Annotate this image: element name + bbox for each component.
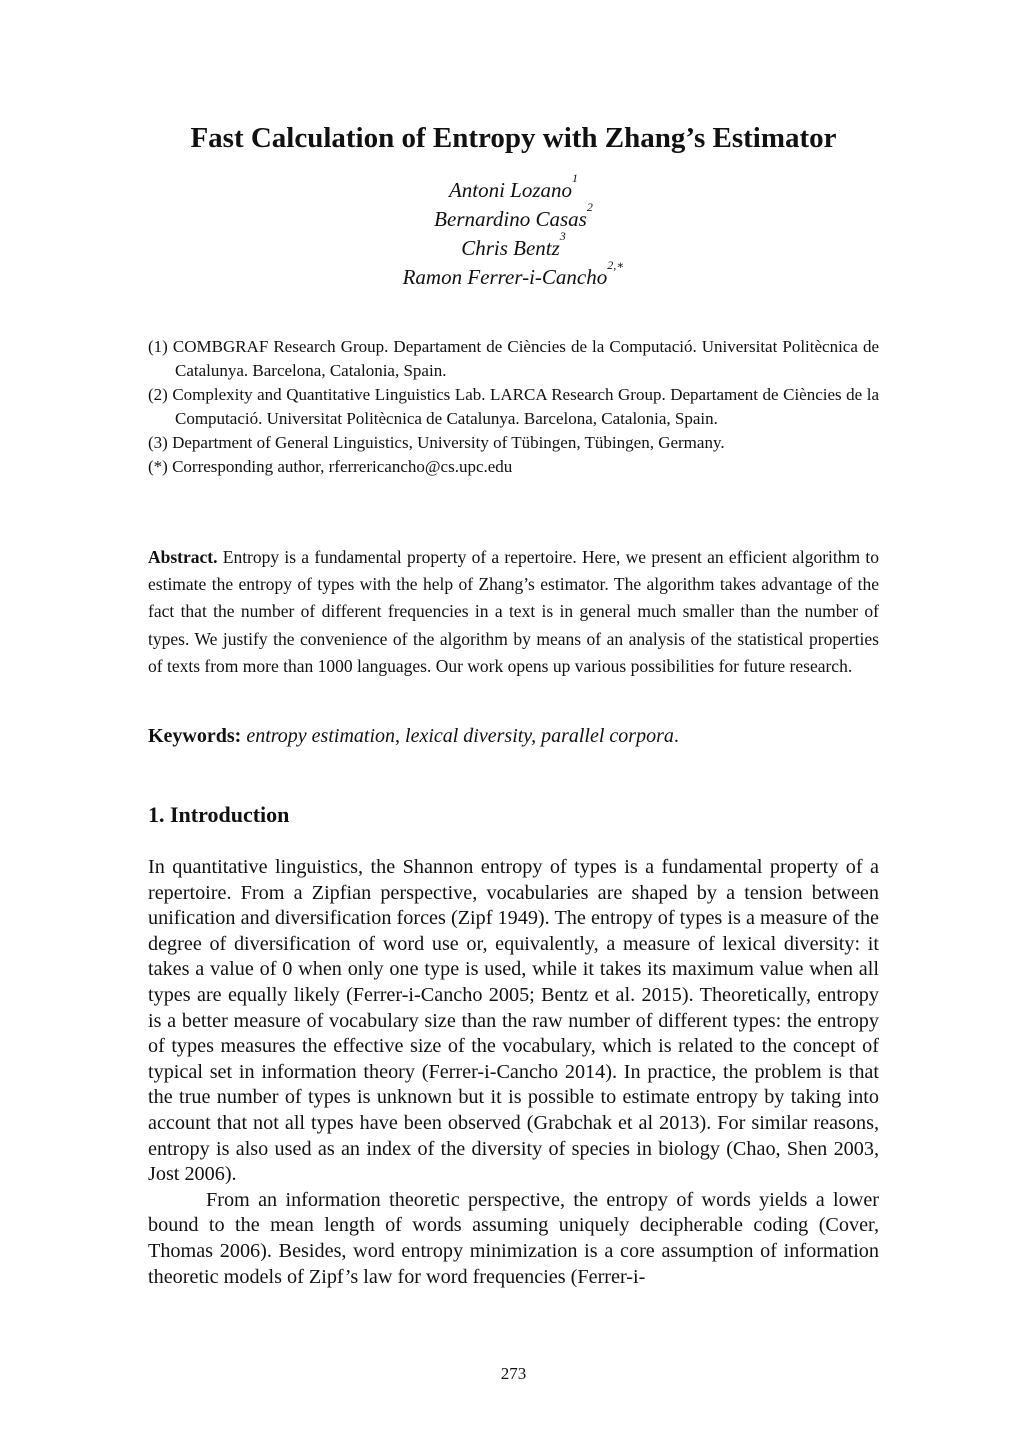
author	[148, 200, 879, 234]
keywords-text: entropy estimation, lexical diversity, parallel corpora	[246, 725, 674, 747]
keywords-end: .	[673, 725, 679, 747]
page-number: 273	[500, 1364, 527, 1383]
body-paragraph: From an information theoretic perspective, the entropy of words yields a lower bound to the mean length of words assuming uniquely decipherable coding (Cover, Thomas 2006). Besides, word entropy minimization is a core assumption of information theoretic models of Zipf’s law for word frequencies (Ferrer-i-	[148, 1188, 879, 1288]
abstract	[148, 544, 879, 680]
keywords-label: Keywords:	[148, 725, 242, 747]
abstract-text: Entropy is a fundamental property of a repertoire. Here, we present an efficient algorithm to estimate the entropy of types with the help of Zhang’s estimator. The algorithm takes advantage of the fact that the number of different frequencies in a text is in general much smaller than the number of types. We justify the convenience of the algorithm by means of an analysis of the statistical properties of texts from more than 1000 languages. Our work opens up various possibilities for future research.	[148, 547, 879, 676]
affiliation-mark: 1	[572, 171, 579, 185]
author-name: Chris Bentz	[461, 236, 560, 260]
affiliation: (*) Corresponding author, rferrericancho@cs.upc.edu	[148, 457, 513, 476]
section-body	[148, 855, 879, 1290]
affiliation-mark: 3	[559, 229, 566, 243]
author-list	[148, 171, 879, 292]
affiliation-mark: 2,∗	[607, 258, 625, 272]
affiliation-list	[148, 335, 879, 479]
paper-title: Fast Calculation of Entropy with Zhang’s Estimator	[190, 122, 837, 154]
keywords	[148, 725, 879, 748]
author	[148, 171, 879, 205]
section-heading: 1. Introduction	[148, 802, 290, 827]
author	[148, 229, 879, 263]
affiliation: (2) Complexity and Quantitative Linguistics Lab. LARCA Research Group. Departament de Ciències de la Computació. Universitat Politècnica de Catalunya. Barcelona, Catalonia, Spain.	[148, 385, 879, 428]
affiliation-mark: 2	[586, 200, 593, 214]
affiliation: (3) Department of General Linguistics, University of Tübingen, Tübingen, Germany.	[148, 433, 725, 452]
body-paragraph: In quantitative linguistics, the Shannon entropy of types is a fundamental property of a repertoire. From a Zipfian perspective, vocabularies are shaped by a tension between unification and diversification forces (Zipf 1949). The entropy of types is a measure of the degree of diversification of word use or, equivalently, a measure of lexical diversity: it takes a value of 0 when only one type is used, while it takes its maximum value when all types are equally likely (Ferrer-i-Cancho 2005; Bentz et al. 2015). Theoretically, entropy is a better measure of vocabulary size than the raw number of different types: the entropy of types measures the effective size of the vocabulary, which is related to the concept of typical set in information theory (Ferrer-i-Cancho 2014). In practice, the problem is that the true number of types is unknown but it is possible to estimate entropy by taking into account that not all types have been observed (Grabchak et al 2013). For similar reasons, entropy is also used as an index of the diversity of species in biology (Chao, Shen 2003, Jost 2006).	[148, 856, 879, 1186]
abstract-label: Abstract.	[148, 547, 218, 567]
author-name: Ramon Ferrer-i-Cancho	[402, 265, 608, 289]
author-name: Bernardino Casas	[434, 207, 587, 231]
author	[148, 258, 879, 292]
author-name: Antoni Lozano	[448, 178, 573, 202]
affiliation: (1) COMBGRAF Research Group. Departament de Ciències de la Computació. Universitat Politècnica de Catalunya. Barcelona, Catalonia, Spain.	[148, 337, 879, 380]
